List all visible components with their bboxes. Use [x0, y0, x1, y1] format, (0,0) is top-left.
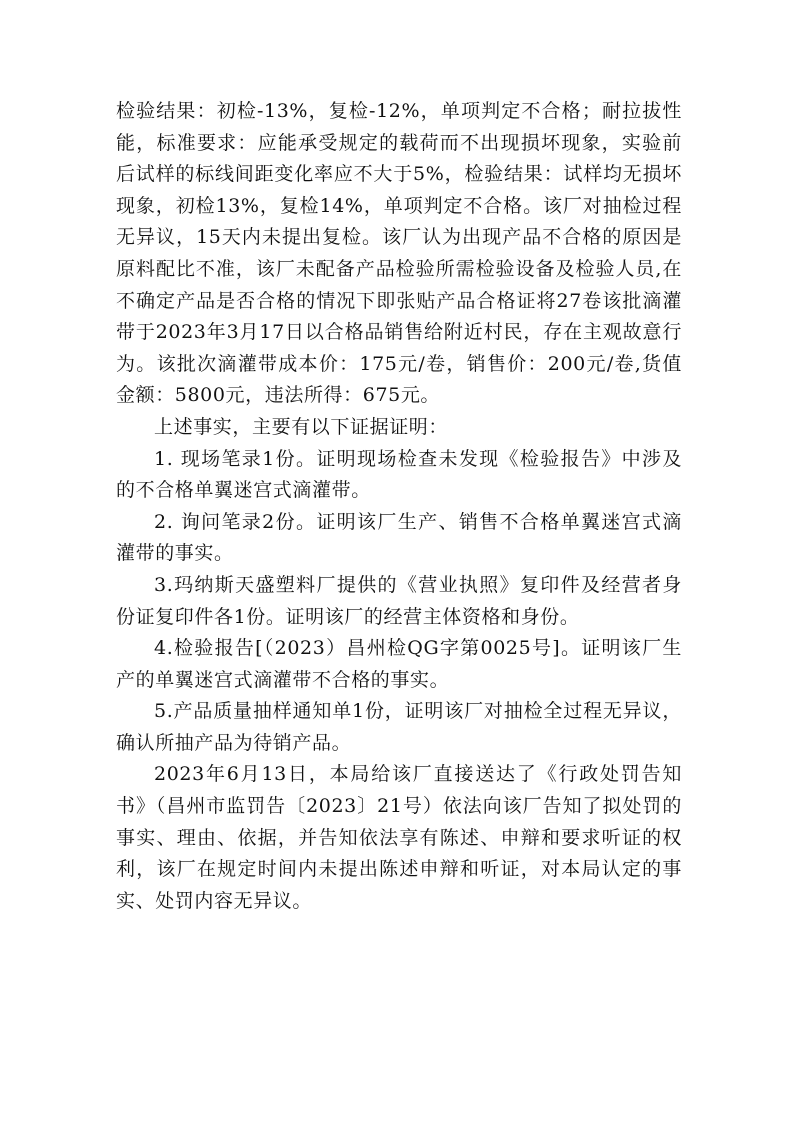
document-page — [116, 96, 682, 1016]
paragraph-evidence-intro: 上述事实，主要有以下证据证明： — [154, 415, 449, 438]
paragraph-evidence-2: 2. 询问笔录2份。证明该厂生产、销售不合格单翼迷宫式滴灌带的事实。 — [116, 510, 682, 565]
paragraph-evidence-4: 4.检验报告[（2023）昌州检QG字第0025号]。证明该厂生产的单翼迷宫式滴灌带不合格的事实。 — [116, 637, 682, 691]
paragraph-evidence-3: 3.玛纳斯天盛塑料厂提供的《营业执照》复印件及经营者身份证复印件各1份。证明该厂的经营主体资格和身份。 — [116, 573, 682, 628]
paragraph-evidence-5: 5.产品质量抽样通知单1份，证明该厂对抽检全过程无异议，确认所抽产品为待销产品。 — [116, 700, 682, 754]
paragraph-evidence-1: 1. 现场笔录1份。证明现场检查未发现《检验报告》中涉及的不合格单翼迷宫式滴灌带。 — [116, 447, 682, 502]
paragraph-inspection-results: 检验结果：初检-13%，复检-12%，单项判定不合格；耐拉拔性能，标准要求：应能承受规定的载荷而不出现损坏现象，实验前后试样的标线间距变化率应不大于5%，检验结果：试样均无损坏现象，初检13%，复检14%，单项判定不合格。该厂对抽检过程无异议，15天内未提出复检。该厂认为出现产品不合格的原因是原料配比不准，该厂未配备产品检验所需检验设备及检验人员,在不确定产品是否合格的情况下即张贴产品合格证将27卷该批滴灌带于2023年3月17日以合格品销售给附近村民，存在主观故意行为。该批次滴灌带成本价：175元/卷，销售价：200元/卷,货值金额：5800元，违法所得：675元。 — [116, 100, 682, 407]
paragraph-penalty-notice: 2023年6月13日，本局给该厂直接送达了《行政处罚告知书》（昌州市监罚告〔2023〕21号）依法向该厂告知了拟处罚的事实、理由、依据，并告知依法享有陈述、申辩和要求听证的权利，该厂在规定时间内未提出陈述申辩和听证，对本局认定的事实、处罚内容无异议。 — [116, 763, 682, 912]
